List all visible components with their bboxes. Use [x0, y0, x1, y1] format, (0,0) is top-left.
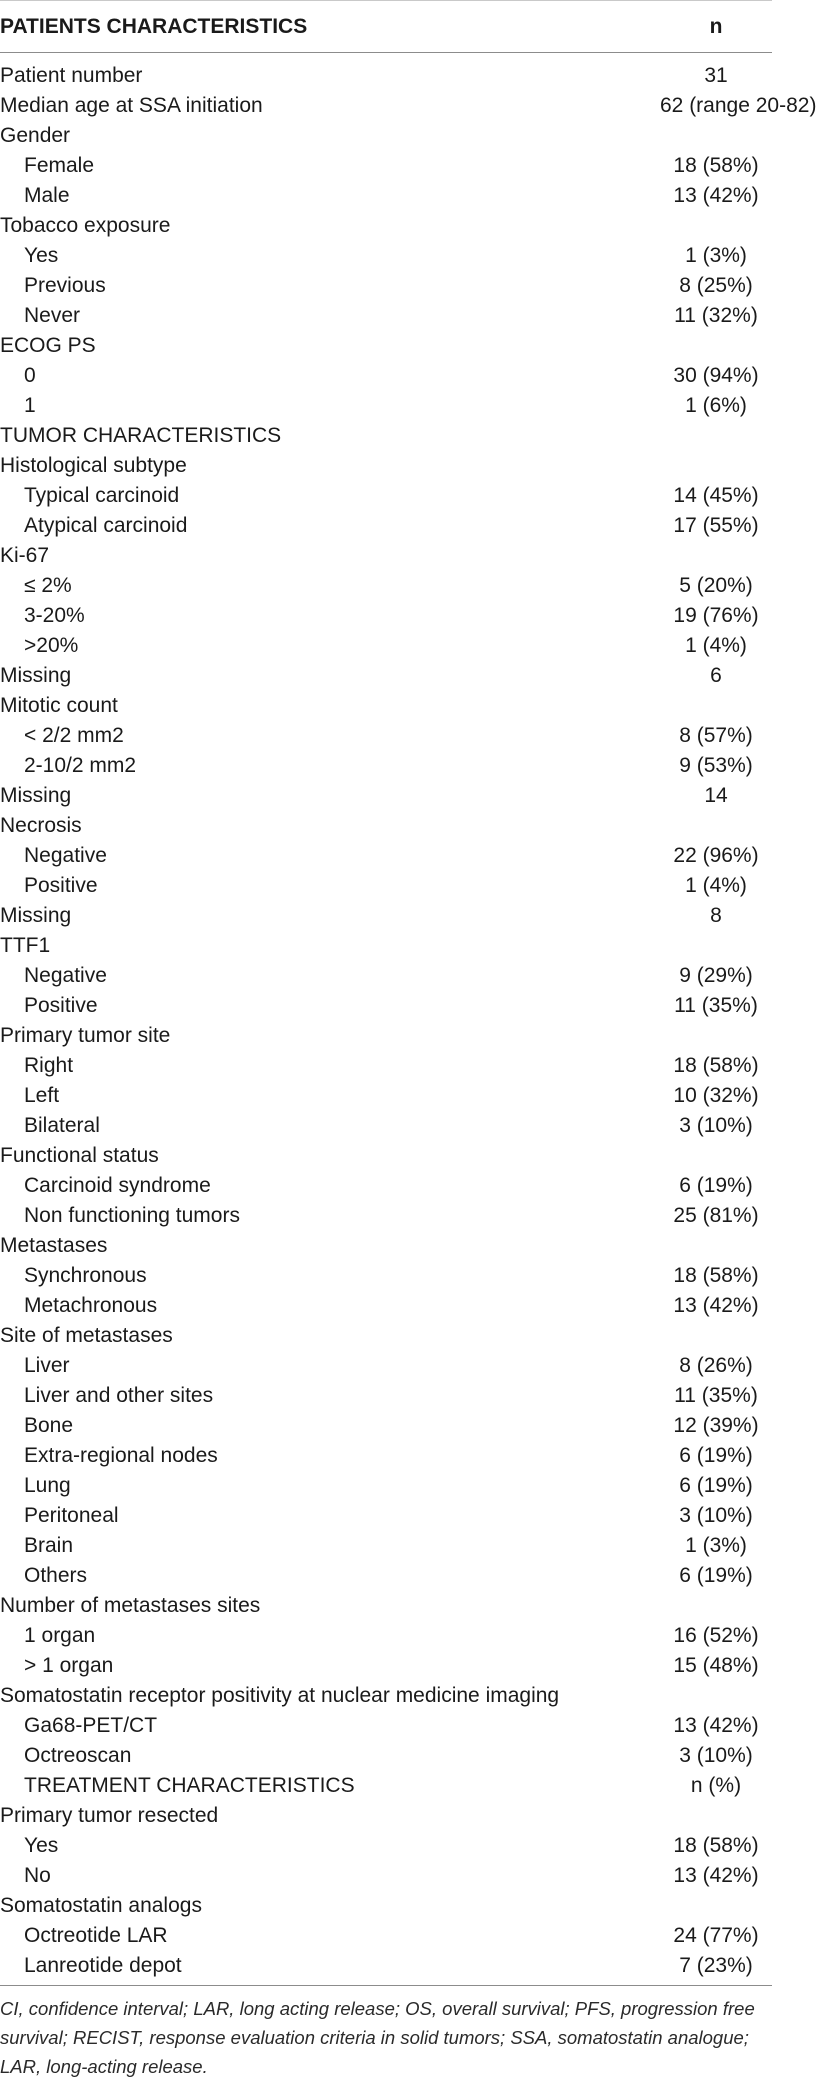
table-row [0, 91, 772, 121]
table-row [0, 1531, 772, 1561]
row-label: Metastases [0, 1234, 108, 1257]
table-row [0, 1441, 772, 1471]
row-value: 1 (6%) [685, 394, 747, 417]
row-label: TTF1 [0, 934, 51, 957]
table-row [0, 1201, 772, 1231]
row-label: Carcinoid syndrome [24, 1174, 211, 1197]
row-label: Gender [0, 124, 71, 147]
table-row [0, 601, 772, 631]
table-row [0, 1381, 772, 1411]
table-row [0, 121, 772, 151]
table-row [0, 901, 772, 931]
row-value [560, 211, 772, 241]
table-row [0, 511, 772, 541]
table-row [0, 301, 772, 331]
table-row [0, 721, 772, 751]
row-label: 2-10/2 mm2 [24, 754, 137, 777]
row-value: 1 (3%) [685, 244, 747, 267]
row-value [560, 451, 772, 481]
row-value [560, 541, 772, 571]
table-row [0, 181, 772, 211]
row-label: Functional status [0, 1144, 159, 1167]
row-label: Negative [24, 844, 107, 867]
table-row [0, 691, 772, 721]
row-label: 3-20% [24, 604, 85, 627]
row-label: Female [24, 154, 95, 177]
row-label: Patient number [0, 64, 143, 87]
table-row [0, 1081, 772, 1111]
table-row [0, 1831, 772, 1861]
row-label: Right [24, 1054, 74, 1077]
row-label: > 1 organ [24, 1654, 114, 1677]
table-row [0, 1921, 772, 1951]
row-label: Mitotic count [0, 694, 118, 717]
row-label: 1 [24, 394, 36, 417]
table-row [0, 1711, 772, 1741]
row-label: Atypical carcinoid [24, 514, 188, 537]
row-label: Yes [24, 244, 59, 267]
row-label: Site of metastases [0, 1324, 173, 1347]
table-row [0, 1231, 772, 1261]
table-row [0, 1591, 772, 1621]
row-label: Somatostatin analogs [0, 1894, 202, 1917]
row-value: 17 (55%) [673, 514, 759, 537]
row-value: 7 (23%) [560, 1951, 772, 1986]
row-value: 13 (42%) [673, 1294, 759, 1317]
row-label: Brain [24, 1534, 74, 1557]
row-value: 8 (57%) [679, 724, 753, 747]
row-label: Never [24, 304, 81, 327]
table-row [0, 53, 772, 92]
table-row [0, 961, 772, 991]
row-label: 0 [24, 364, 36, 387]
row-value: 3 (10%) [679, 1744, 753, 1767]
table-row [0, 331, 772, 361]
table-row [0, 1111, 772, 1141]
row-value: 31 [704, 64, 728, 87]
row-label: Octreotide LAR [24, 1924, 168, 1947]
table-row [0, 781, 772, 811]
row-value [560, 1801, 772, 1831]
row-label: Median age at SSA initiation [0, 94, 263, 117]
row-label: Liver [24, 1354, 70, 1377]
table-row [0, 1351, 772, 1381]
row-label: Octreoscan [24, 1744, 132, 1767]
table-row [0, 1861, 772, 1891]
table-row [0, 1801, 772, 1831]
row-label: >20% [24, 634, 79, 657]
row-value [560, 1231, 772, 1261]
row-value [560, 331, 772, 361]
table-row [0, 1141, 772, 1171]
row-value [560, 421, 772, 451]
row-label: Positive [24, 994, 98, 1017]
row-label: Typical carcinoid [24, 484, 180, 507]
table-row [0, 1561, 772, 1591]
table-body [0, 53, 816, 1986]
table-row [0, 1171, 772, 1201]
row-label: Primary tumor resected [0, 1804, 219, 1827]
row-value: 14 (45%) [673, 484, 759, 507]
row-label: 1 organ [24, 1624, 96, 1647]
row-value: 13 (42%) [673, 1714, 759, 1737]
table-row [0, 991, 772, 1021]
row-value: 3 (10%) [679, 1114, 753, 1137]
row-value: 9 (53%) [679, 754, 753, 777]
row-label: Bone [24, 1414, 74, 1437]
row-value: 22 (96%) [673, 844, 759, 867]
row-value: 18 (58%) [673, 1054, 759, 1077]
row-value: 5 (20%) [679, 574, 753, 597]
row-label: Missing [0, 784, 72, 807]
row-value: 11 (35%) [674, 994, 758, 1017]
table-row [0, 751, 772, 781]
row-value: 18 (58%) [673, 1834, 759, 1857]
row-label: Primary tumor site [0, 1024, 171, 1047]
row-value: 10 (32%) [673, 1084, 759, 1107]
row-value: 14 [704, 784, 728, 807]
row-value: n (%) [690, 1774, 742, 1797]
row-value: 3 (10%) [679, 1504, 753, 1527]
table-row [0, 1681, 772, 1711]
row-value: 8 (25%) [679, 274, 753, 297]
row-value: 24 (77%) [673, 1924, 759, 1947]
row-label: Lanreotide depot [0, 1951, 560, 1986]
row-value: 6 [710, 664, 722, 687]
row-label: < 2/2 mm2 [24, 724, 124, 747]
table-row [0, 1951, 772, 1986]
row-value: 25 (81%) [673, 1204, 759, 1227]
row-value: 1 (4%) [685, 634, 747, 657]
row-value: 8 [710, 904, 722, 927]
table-row [0, 451, 772, 481]
table-row [0, 361, 772, 391]
row-label: Missing [0, 664, 72, 687]
row-value: 19 (76%) [673, 604, 759, 627]
table-row [0, 211, 772, 241]
row-value: 15 (48%) [673, 1654, 759, 1677]
table-row [0, 1261, 772, 1291]
row-label: Male [24, 184, 70, 207]
row-label: Missing [0, 904, 72, 927]
row-value: 9 (29%) [679, 964, 753, 987]
table-row [0, 391, 772, 421]
row-label: Ki-67 [0, 544, 50, 567]
row-value: 13 (42%) [673, 1864, 759, 1887]
row-value: 8 (26%) [679, 1354, 753, 1377]
table-row [0, 811, 772, 841]
row-value [560, 1891, 772, 1921]
row-value: 1 (4%) [685, 874, 747, 897]
row-value: 6 (19%) [679, 1444, 753, 1467]
row-label: Non functioning tumors [24, 1204, 240, 1227]
row-label: Number of metastases sites [0, 1594, 261, 1617]
row-value [560, 1591, 772, 1621]
table-row [0, 1051, 772, 1081]
row-label: Histological subtype [0, 454, 187, 477]
table-row [0, 1471, 772, 1501]
row-label: Metachronous [24, 1294, 158, 1317]
table-footnote: CI, confidence interval; LAR, long acting release; OS, overall survival; PFS, progression free survival; RECIST, response evaluation criteria in solid tumors; SSA, somatostatin analogue; LAR, long-acting release. [0, 1998, 755, 2077]
table-row [0, 1891, 772, 1921]
row-label: Yes [24, 1834, 59, 1857]
row-label: TREATMENT CHARACTERISTICS [24, 1774, 355, 1797]
table-row [0, 151, 772, 181]
row-label: Peritoneal [24, 1504, 119, 1527]
table-row [0, 1411, 772, 1441]
table-row [0, 1501, 772, 1531]
row-label: ECOG PS [0, 334, 96, 357]
table-row [0, 421, 772, 451]
table-row [0, 1321, 772, 1351]
row-value: 6 (19%) [679, 1564, 753, 1587]
row-label: Extra-regional nodes [24, 1444, 218, 1467]
table-row [0, 541, 772, 571]
row-value [560, 931, 772, 961]
table-row [0, 481, 772, 511]
row-value: 6 (19%) [679, 1174, 753, 1197]
row-value: 1 (3%) [685, 1534, 747, 1557]
row-value: 62 (range 20-82) [660, 94, 816, 117]
row-value [560, 1681, 772, 1711]
row-value [560, 1141, 772, 1171]
table-row [0, 571, 772, 601]
table-row [0, 661, 772, 691]
row-label: No [24, 1864, 51, 1887]
row-label: Somatostatin receptor positivity at nuclear medicine imaging [0, 1684, 560, 1707]
row-label: Necrosis [0, 814, 82, 837]
row-label: Positive [24, 874, 98, 897]
table-row [0, 841, 772, 871]
row-label: Left [24, 1084, 60, 1107]
row-value: 6 (19%) [679, 1474, 753, 1497]
row-value [560, 691, 772, 721]
row-value [560, 1021, 772, 1051]
row-value: 11 (35%) [674, 1384, 758, 1407]
row-value: 30 (94%) [673, 364, 759, 387]
table-header-row [0, 1, 772, 53]
row-value [560, 811, 772, 841]
table-row [0, 1621, 772, 1651]
table-row [0, 631, 772, 661]
header-value: n [560, 1, 772, 53]
row-label: Negative [24, 964, 107, 987]
row-value: 13 (42%) [673, 184, 759, 207]
row-value [560, 1321, 772, 1351]
table-row [0, 1741, 772, 1771]
table-row [0, 1021, 772, 1051]
row-value: 16 (52%) [673, 1624, 759, 1647]
row-value: 18 (58%) [673, 1264, 759, 1287]
row-value: 11 (32%) [674, 304, 758, 327]
table-row [0, 1651, 772, 1681]
row-label: Previous [24, 274, 106, 297]
row-value: 18 (58%) [673, 154, 759, 177]
table-row [0, 871, 772, 901]
row-value: 12 (39%) [673, 1414, 759, 1437]
row-label: Tobacco exposure [0, 214, 171, 237]
header-label: PATIENTS CHARACTERISTICS [0, 1, 560, 53]
row-label: Others [24, 1564, 88, 1587]
row-label: Bilateral [24, 1114, 100, 1137]
row-label: Ga68-PET/CT [24, 1714, 158, 1737]
row-label: Liver and other sites [24, 1384, 214, 1407]
row-value [560, 121, 772, 151]
table-row [0, 1291, 772, 1321]
table-row [0, 271, 772, 301]
table-row [0, 1771, 772, 1801]
row-label: Lung [24, 1474, 71, 1497]
table-row [0, 931, 772, 961]
row-label: Synchronous [24, 1264, 147, 1287]
row-label: ≤ 2% [24, 574, 72, 597]
table-row [0, 241, 772, 271]
row-label: TUMOR CHARACTERISTICS [0, 424, 282, 447]
